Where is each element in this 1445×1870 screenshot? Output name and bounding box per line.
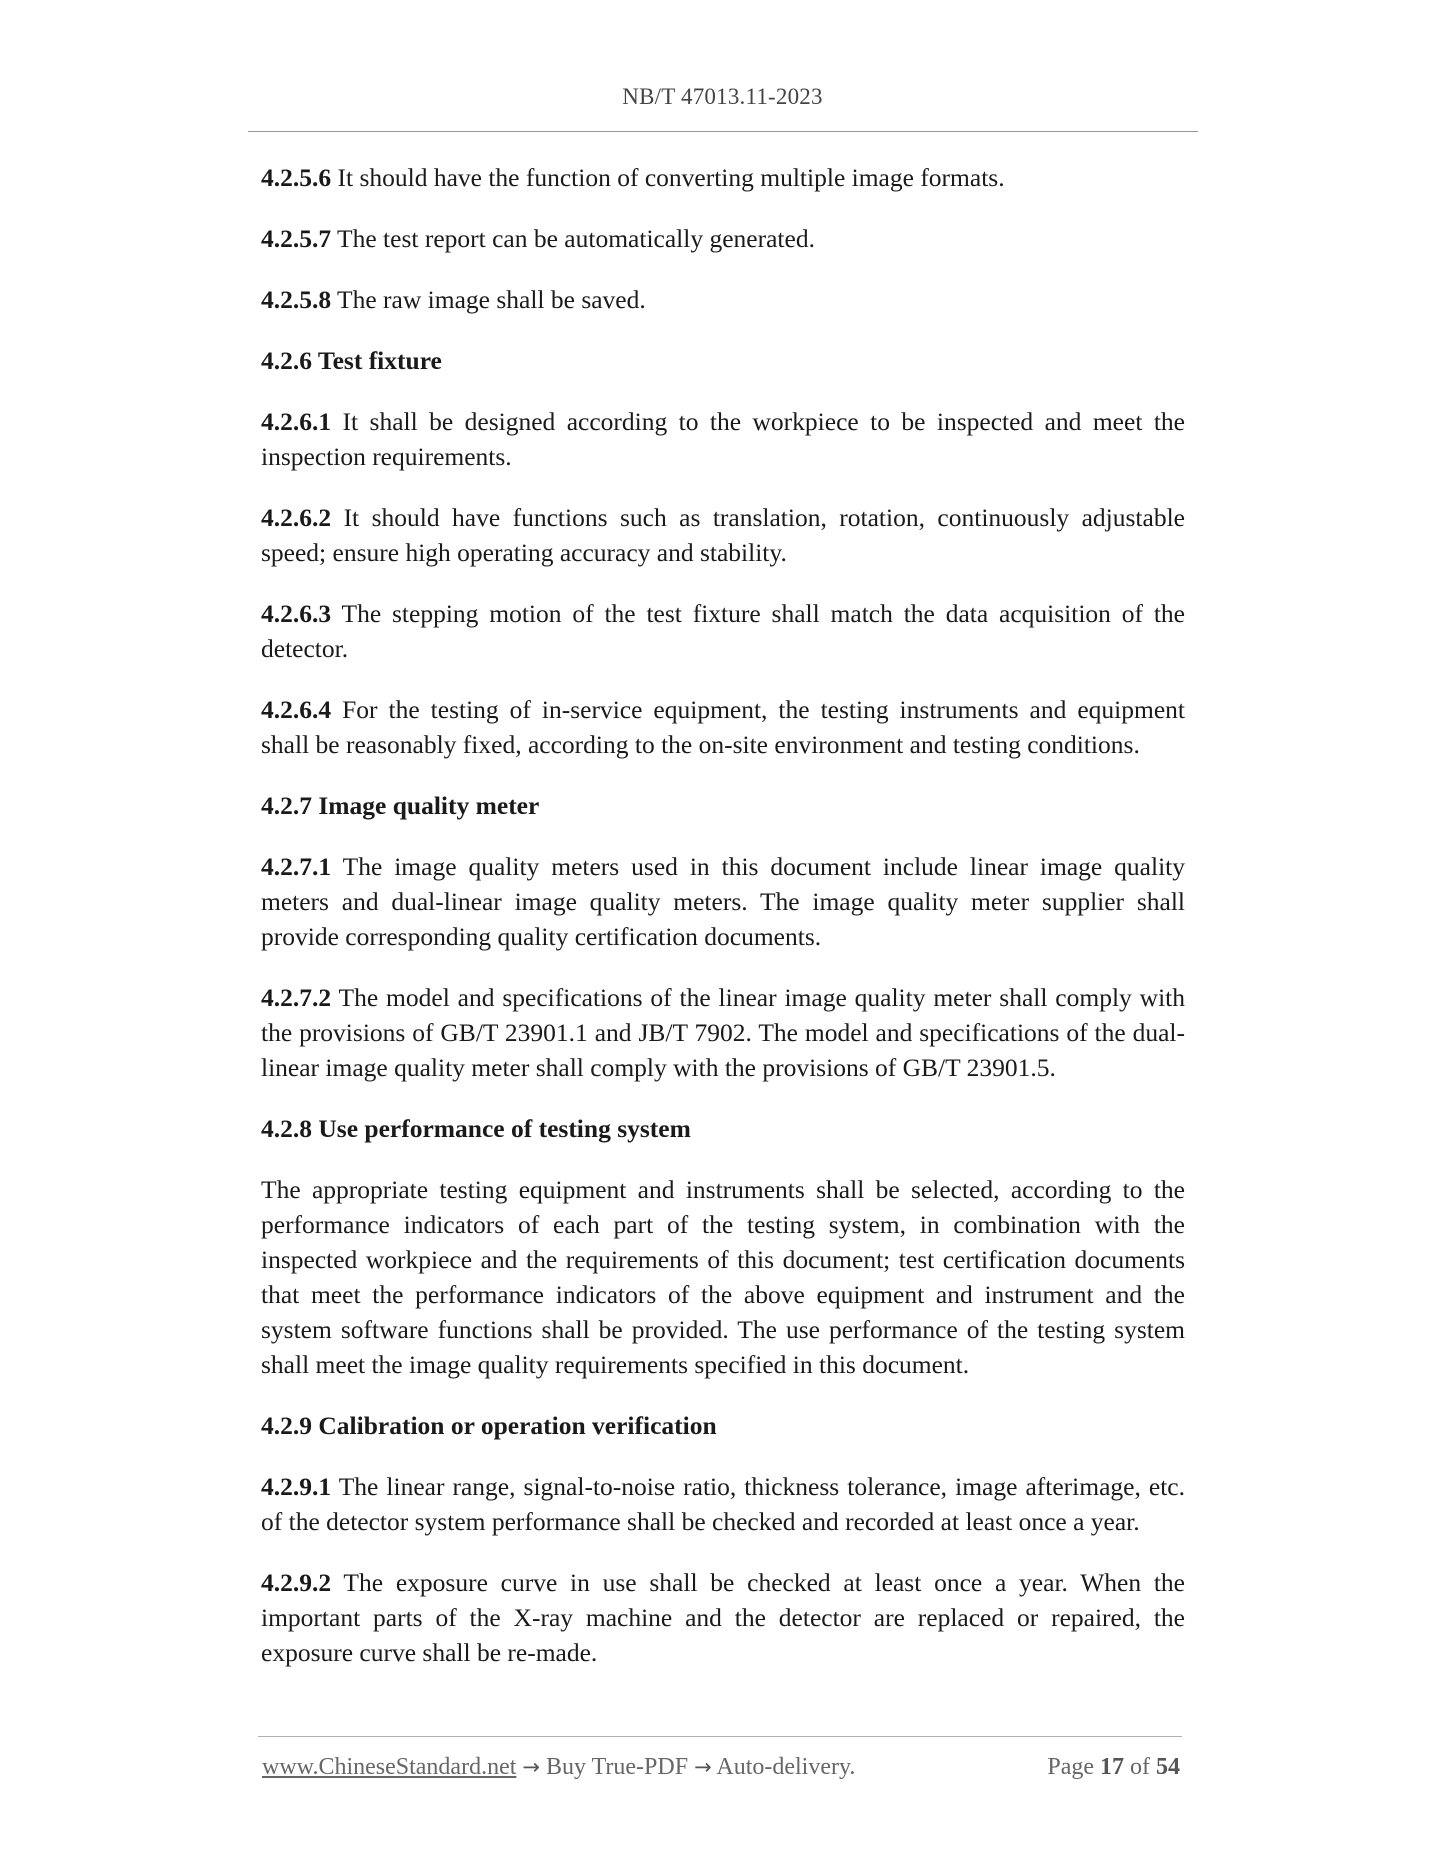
clause-4-2-9-2 [261,1565,1185,1670]
clause-4-2-5-8 [261,282,1185,317]
clause-number: 4.2.5.7 [261,224,332,253]
clause-number: 4.2.9.1 [261,1472,332,1501]
page-of-label: of [1130,1754,1150,1780]
footer-divider [258,1736,1182,1737]
clause-number: 4.2.6.4 [261,695,332,724]
section-heading-4-2-9: 4.2.9 Calibration or operation verification [261,1411,717,1440]
clause-number: 4.2.6.1 [261,407,332,436]
clause-4-2-7-1 [261,849,1185,954]
clause-4-2-5-6 [261,160,1185,195]
section-heading-4-2-6: 4.2.6 Test fixture [261,346,442,375]
clause-4-2-8-body [261,1172,1185,1382]
clause-4-2-6-4 [261,692,1185,762]
arrow-right-icon: → [694,1755,712,1779]
clause-text: The test report can be automatically generated. [331,224,815,253]
clause-4-2-9-1 [261,1469,1185,1539]
clause-text: The stepping motion of the test fixture shall match the data acquisition of the detector. [261,599,1185,663]
current-page-number: 17 [1100,1754,1124,1780]
clause-text: For the testing of in-service equipment, the testing instruments and equipment shall be reasonably fixed, according to the on-site environment and testing conditions. [261,695,1185,759]
page-body [261,160,1185,1696]
total-page-count: 54 [1156,1754,1180,1780]
clause-number: 4.2.6.3 [261,599,332,628]
clause-text: The model and specifications of the linear image quality meter shall comply with the provisions of GB/T 23901.1 and JB/T 7902. The model and specifications of the dual-linear image quality meter shall comply with the provisions of GB/T 23901.5. [261,983,1185,1082]
header-divider [248,131,1198,132]
clause-number: 4.2.9.2 [261,1568,332,1597]
clause-number: 4.2.7.1 [261,852,332,881]
clause-4-2-7-2 [261,980,1185,1085]
clause-text: It should have functions such as translation, rotation, continuously adjustable speed; ensure high operating accuracy and stability. [261,503,1185,567]
clause-text: The image quality meters used in this document include linear image quality meters and dual-linear image quality meters. The image quality meter supplier shall provide corresponding quality certification documents. [261,852,1185,951]
page-header: NB/T 47013.11-2023 [622,84,823,109]
clause-text: The raw image shall be saved. [331,285,646,314]
clause-text: The linear range, signal-to-noise ratio, thickness tolerance, image afterimage, etc. of the detector system performance shall be checked and recorded at least once a year. [261,1472,1185,1536]
clause-number: 4.2.5.8 [261,285,332,314]
clause-number: 4.2.6.2 [261,503,332,532]
clause-4-2-6-3 [261,596,1185,666]
buy-true-pdf-text: Buy True-PDF [546,1754,689,1780]
clause-text: It shall be designed according to the workpiece to be inspected and meet the inspection requirements. [261,407,1185,471]
clause-4-2-6-2 [261,500,1185,570]
clause-4-2-5-7 [261,221,1185,256]
clause-4-2-6-1 [261,404,1185,474]
clause-text: It should have the function of converting multiple image formats. [331,163,1005,192]
page-label: Page [1047,1754,1094,1780]
clause-number: 4.2.7.2 [261,983,332,1012]
clause-text: The appropriate testing equipment and instruments shall be selected, according to the performance indicators of each part of the testing system, in combination with the inspected workpiece and the requirements of this document; test certification documents that meet the performance indicators of the above equipment and instrument and the system software functions shall be provided. The use performance of the testing system shall meet the image quality requirements specified in this document. [261,1175,1185,1379]
arrow-right-icon: → [522,1755,540,1779]
section-heading-4-2-7: 4.2.7 Image quality meter [261,791,540,820]
section-heading-4-2-8: 4.2.8 Use performance of testing system [261,1114,691,1143]
clause-text: The exposure curve in use shall be checked at least once a year. When the important parts of the X-ray machine and the detector are replaced or repaired, the exposure curve shall be re-made. [261,1568,1185,1667]
site-link[interactable]: www.ChineseStandard.net [262,1754,517,1780]
clause-number: 4.2.5.6 [261,163,332,192]
auto-delivery-text: Auto-delivery. [716,1754,856,1780]
page-indicator [1047,1754,1180,1781]
footer-promo [262,1754,855,1781]
